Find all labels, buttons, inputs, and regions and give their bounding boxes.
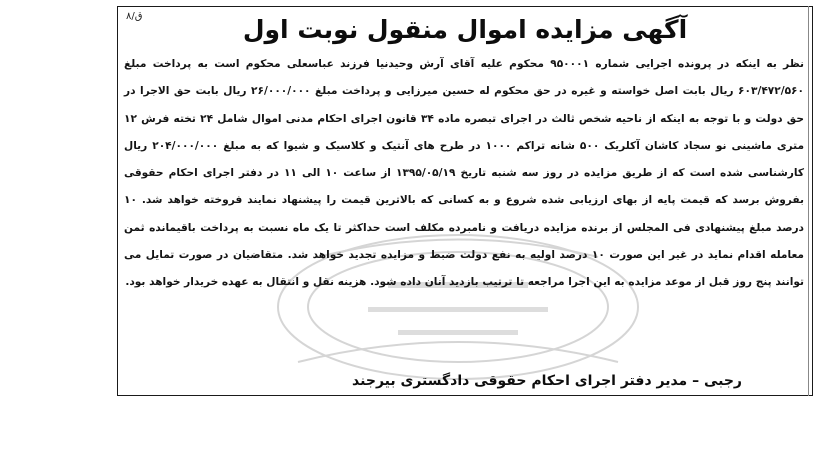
- notice-signature: رجبی – مدیر دفتر اجرای احکام حقوقی دادگستری بیرجند: [352, 373, 742, 389]
- notice-title: آگهی مزایده اموال منقول نوبت اول: [242, 15, 688, 44]
- notice-code: ق/۸: [126, 11, 143, 22]
- notice-frame: [117, 6, 813, 396]
- notice-body: نظر به اینکه در پرونده اجرایی شماره ۹۵۰۰۰۱ محکوم علیه آقای آرش وحیدنیا فرزند عباسعلی محکوم است به پرداخت مبلغ ۶۰۳/۴۷۲/۵۶۰ ریال بابت اصل خواسته و غیره در حق محکوم له حسین میرزایی و پرداخت مبلغ ۲۶/۰۰۰/۰۰۰ ریال بابت حق الاجرا در حق دولت و با توجه به اینکه از ناحیه شخص ثالث در اجرای تبصره ماده ۳۴ قانون اجرای احکام مدنی اموال شامل ۲۴ تخته فرش ۱۲ متری ماشینی نو سجاد کاشان آکلریک ۵۰۰ شانه تراکم ۱۰۰۰ در طرح های آنتیک و کلاسیک و شیوا که به مبلغ ۲۰۴/۰۰۰/۰۰۰ ریال کارشناسی شده است که از طریق مزایده در روز سه شنبه تاریخ ۱۳۹۵/۰۵/۱۹ از ساعت ۱۰ الی ۱۱ در دفتر اجرای احکام حقوقی بفروش برسد که قیمت پایه از بهای ارزیابی شده شروع و به کسانی که بالاترین قیمت را پیشنهاد نمایند فروخته خواهد شد. ۱۰ درصد مبلغ پیشنهادی فی المجلس از برنده مزایده دریافت و نامبرده مکلف است حداکثر تا یک ماه نسبت به پرداخت باقیمانده ثمن معامله اقدام نماید در غیر این صورت ۱۰ درصد اولیه به نفع دولت ضبط و مزایده تجدید خواهد شد. متقاضیان در صورت تمایل می توانند پنج روز قبل از موعد مزایده به این اجرا مراجعه تا ترتیب بازدید آنان داده شود. هزینه نقل و انتقال به عهده خریدار خواهد بود.: [124, 58, 805, 289]
